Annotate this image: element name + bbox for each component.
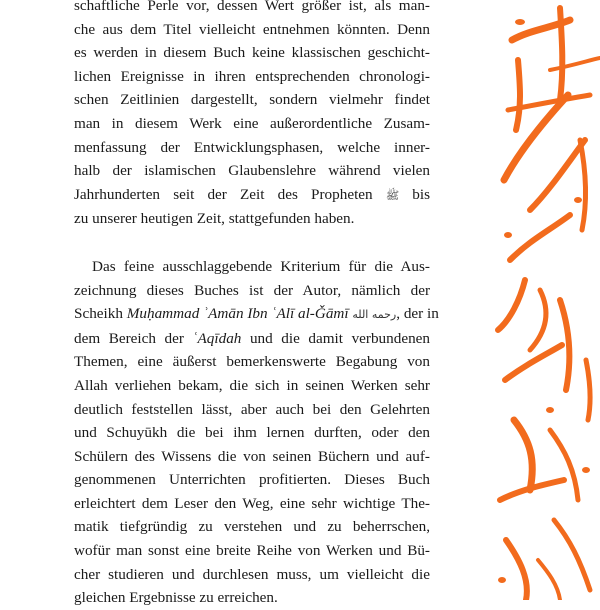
text-line [74, 302, 439, 327]
text-line: und Schuyūkh die bei ihm lernen durften, oder den [74, 424, 430, 442]
text-line: schaftliche Perle vor, dessen Wert größer ist, als man- [74, 0, 430, 14]
text-column [74, 0, 439, 610]
scheikh-label: Scheikh [74, 305, 123, 323]
text-line: halb der islamischen Glaubenslehre während vielen [74, 162, 430, 180]
arabic-calligraphy-decoration [490, 0, 600, 600]
paragraph-2 [74, 255, 439, 610]
author-name: Muḥammad ʾAmān Ibn ʿAlī al-Ǧāmī [126, 305, 349, 323]
aqidah-suffix: und die damit verbundenen [249, 329, 430, 347]
text-line: wofür man sonst eine breite Reihe von Werken und Bü- [74, 542, 430, 560]
text-line: deutlich feststellen lässt, aber auch bei den Gelehrten [74, 400, 430, 418]
aqidah-term: ʿAqīdah [192, 329, 242, 347]
prophet-line-end: bis [412, 185, 431, 203]
author-honorific: رحمه الله [352, 308, 397, 322]
author-line-end: , der in [396, 305, 439, 323]
text-line: lichen Ereignisse in ihren entsprechenden chronologi- [74, 67, 430, 85]
text-line: gleichen Ergebnisse zu erreichen. [74, 589, 278, 607]
text-line: schen Zeitlinien dargestellt, sondern vielmehr findet [74, 91, 430, 109]
text-line: man in diesem Werk eine außerordentliche Zusam- [74, 114, 430, 132]
text-line: Themen, eine äußerst bemerkenswerte Begabung von [74, 353, 430, 371]
text-line: es werden in diesem Buch keine klassischen geschicht- [74, 44, 430, 62]
text-line: menfassung der Entwicklungsphasen, welche inner- [74, 138, 430, 156]
text-line [74, 183, 430, 208]
text-line: matik tiefgründig zu verstehen und zu beherrschen, [74, 518, 430, 536]
text-line [74, 327, 430, 351]
prophet-line-text: Jahrhunderten seit der Zeit des Propheten [74, 185, 373, 203]
text-line: Allah verliehen bekam, die sich in seinen Werken sehr [74, 376, 430, 394]
text-line: genommenen Unterrichten profitierten. Dieses Buch [74, 471, 430, 489]
text-line: Das feine ausschlaggebende Kriterium für die Aus- [92, 257, 430, 275]
text-line: erleichtert dem Leser den Weg, eine sehr wichtige The- [74, 494, 430, 512]
text-line: Schülern des Wissens die von seinen Büchern und auf- [74, 447, 430, 465]
prophet-honorific: ﷺ [385, 188, 400, 202]
text-line: che aus dem Titel vielleicht entnehmen könnten. Denn [74, 20, 430, 38]
text-line: zu unserer heutigen Zeit, stattgefunden haben. [74, 210, 355, 228]
text-line: cher studieren und durchlesen muss, um vielleicht die [74, 565, 430, 583]
text-line: zeichnung dieses Buches ist der Autor, nämlich der [74, 281, 430, 299]
aqidah-prefix: dem Bereich der [74, 329, 184, 347]
paragraph-1 [74, 0, 430, 231]
